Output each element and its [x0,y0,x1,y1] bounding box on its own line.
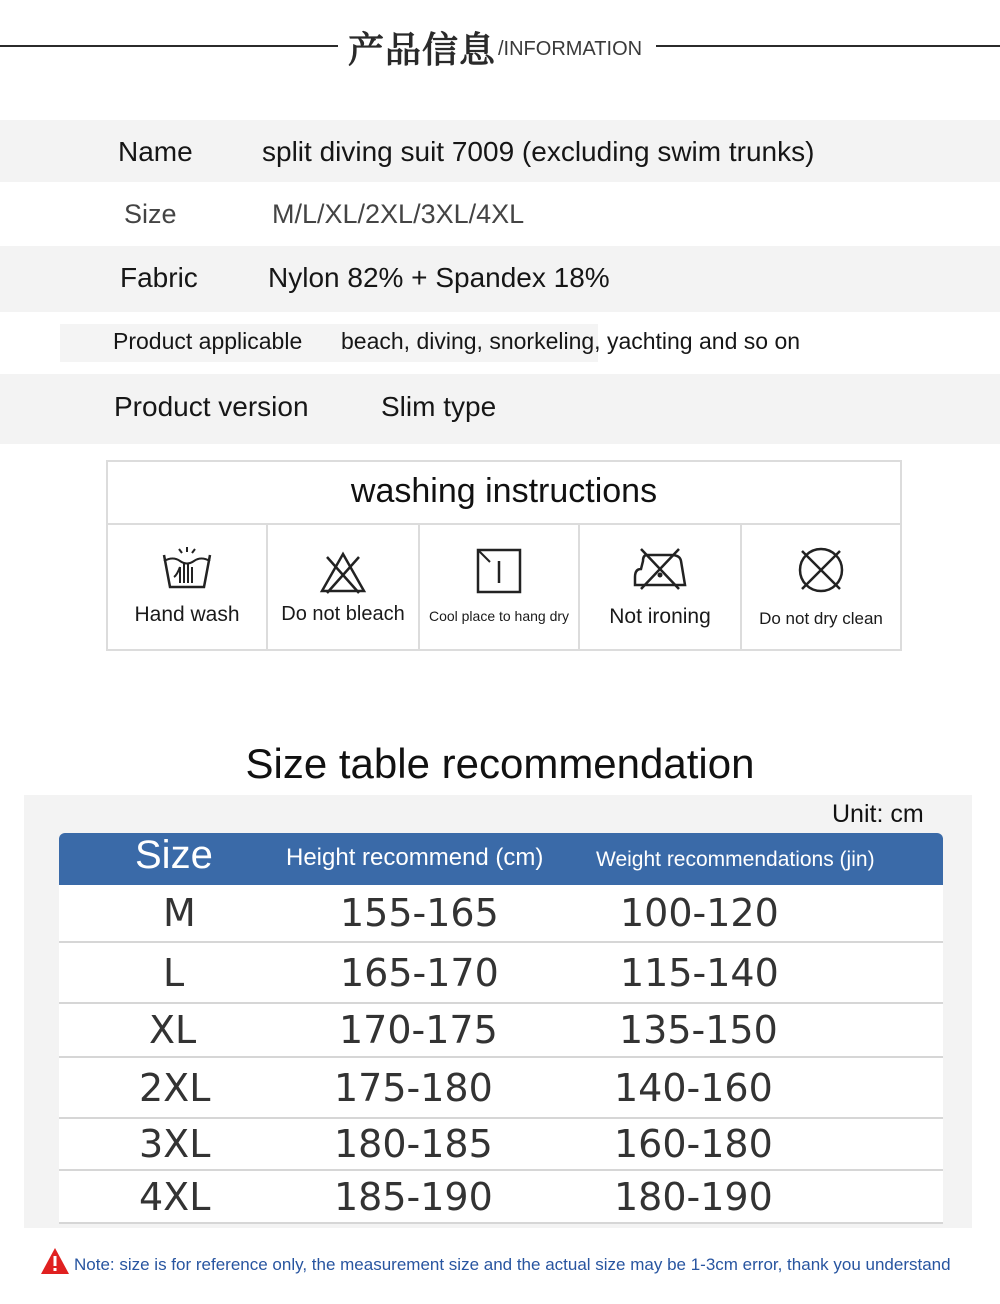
size-cell: 2XL [139,1065,211,1110]
height-cell: 170-175 [339,1008,498,1052]
reference-note [40,1247,990,1277]
header-divider-left [0,45,338,47]
height-cell: 175-180 [334,1065,493,1110]
information-header [0,0,1000,95]
table-row [59,943,943,1004]
table-row [59,1004,943,1058]
do-not-bleach-icon [319,551,367,595]
info-value: split diving suit 7009 (excluding swim trunks) [262,136,815,167]
unit-label: Unit: cm [832,800,924,828]
size-table-header [59,833,943,885]
wash-item-hang-dry [420,525,580,649]
header-divider-right [656,45,1000,47]
wash-label: Not ironing [609,605,711,628]
do-not-iron-icon [631,547,689,591]
table-row [59,1058,943,1119]
info-label: Name [118,136,193,167]
info-row-applicable [0,320,1000,364]
weight-cell: 115-140 [620,950,779,995]
header-height: Height recommend (cm) [286,844,544,871]
header-weight: Weight recommendations (jin) [596,848,875,871]
info-value: M/L/XL/2XL/3XL/4XL [272,199,525,229]
table-row [59,1171,943,1224]
size-cell: M [163,891,196,935]
info-label: Product version [114,391,309,422]
height-cell: 165-170 [340,950,499,995]
header-title: 产品信息 [348,30,497,71]
header-subtitle: /INFORMATION [498,38,643,60]
weight-cell: 100-120 [620,891,779,935]
header-size: Size [135,833,213,877]
washing-title: washing instructions [108,462,900,525]
size-cell: 3XL [139,1122,211,1166]
info-row-version [0,374,1000,444]
info-label: Fabric [120,262,198,293]
do-not-dry-clean-icon [796,545,846,595]
wash-label: Do not dry clean [759,609,883,628]
info-label: Size [124,199,177,229]
wash-label: Cool place to hang dry [428,608,570,624]
info-row-fabric [0,246,1000,312]
note-text: Note: size is for reference only, the measurement size and the actual size may be 1-3cm error, thank you understand [74,1255,951,1274]
height-cell: 185-190 [334,1174,493,1219]
height-cell: 155-165 [340,891,499,935]
wash-item-no-iron [580,525,742,649]
hang-dry-icon [475,547,523,595]
size-table-title: Size table recommendation [245,740,755,787]
wash-item-hand-wash [108,525,268,649]
wash-label: Hand wash [134,603,240,626]
info-row-size [0,186,1000,242]
hand-wash-icon [160,545,214,593]
size-cell: 4XL [139,1174,211,1219]
info-row-name [0,120,1000,182]
warning-icon [40,1247,70,1275]
wash-label: Do not bleach [281,603,405,625]
weight-cell: 160-180 [614,1122,773,1166]
info-label: Product applicable [113,328,303,354]
weight-cell: 180-190 [614,1174,773,1219]
washing-instructions-box [106,460,902,651]
height-cell: 180-185 [334,1122,493,1166]
table-row [59,1119,943,1171]
size-cell: L [163,950,185,995]
info-value: Slim type [381,391,497,422]
size-cell: XL [149,1008,197,1052]
table-row [59,885,943,943]
info-value: beach, diving, snorkeling, yachting and so on [341,328,801,354]
weight-cell: 140-160 [614,1065,773,1110]
wash-item-no-dry-clean [742,525,900,649]
wash-item-no-bleach [268,525,420,649]
info-value: Nylon 82% + Spandex 18% [268,262,610,293]
weight-cell: 135-150 [619,1008,778,1052]
